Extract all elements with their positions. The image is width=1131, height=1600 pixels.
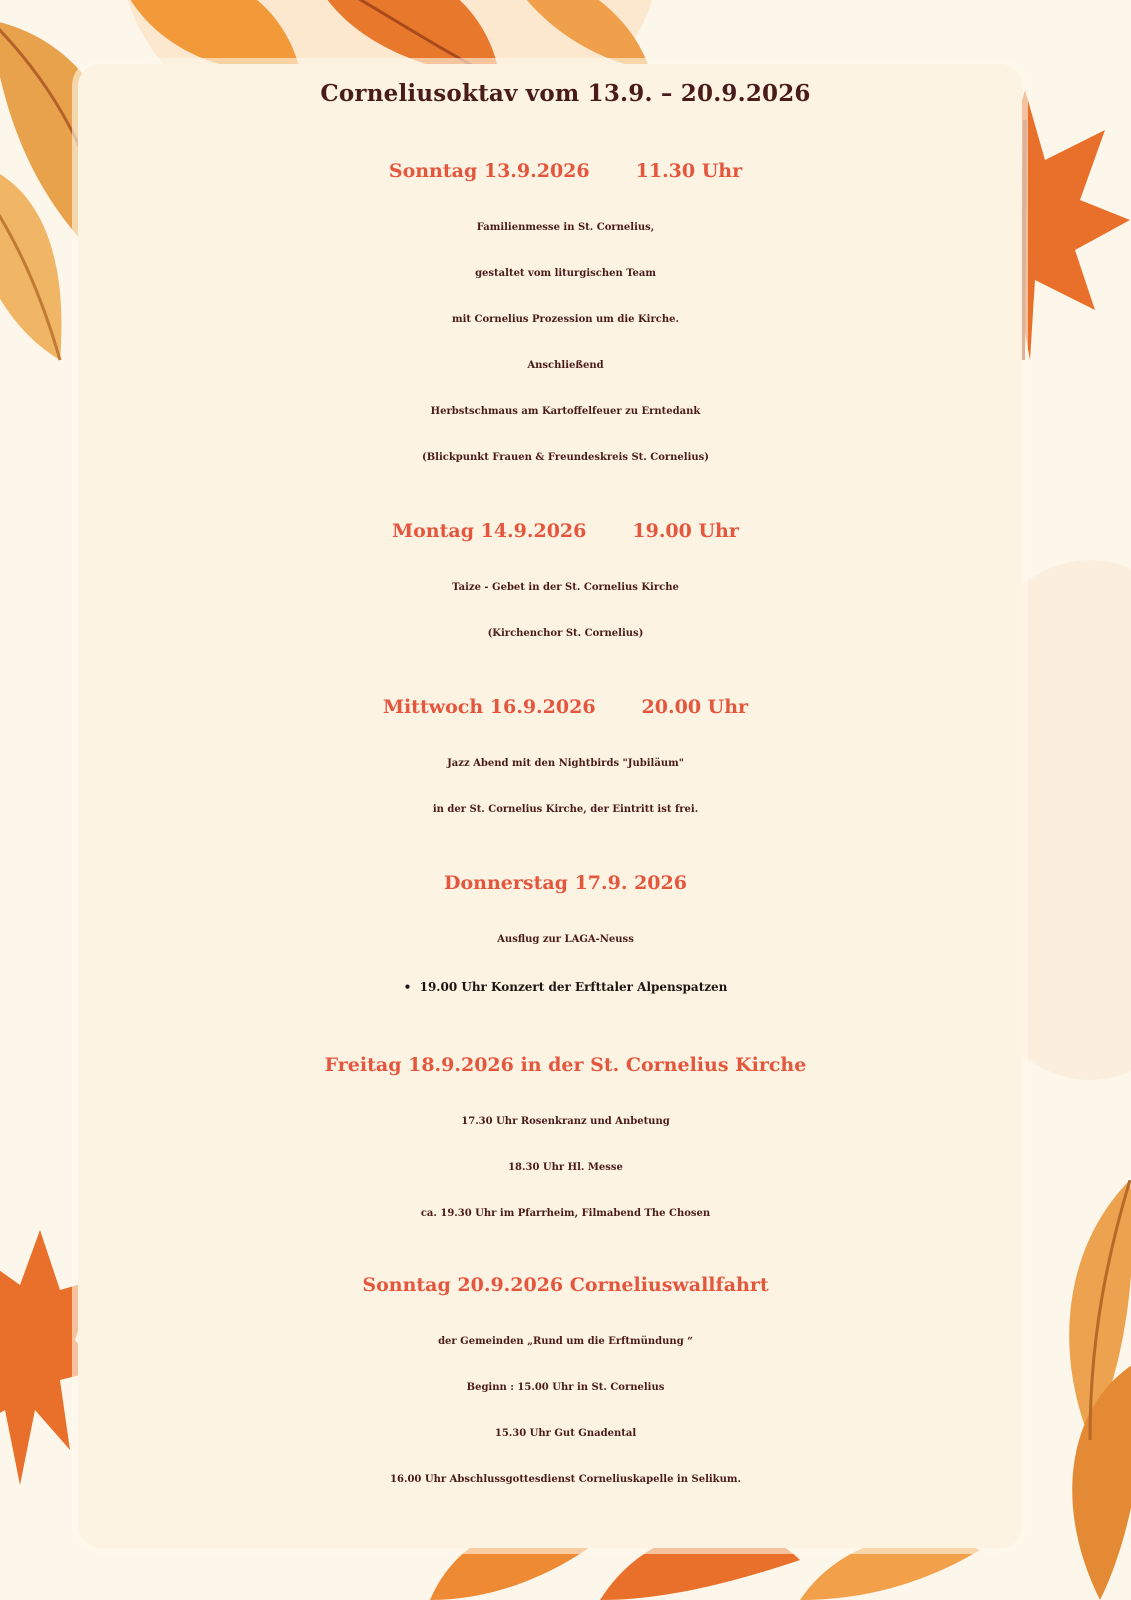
bullet-item xyxy=(0,980,1131,994)
event-line: in der St. Cornelius Kirche, der Eintritt ist frei. xyxy=(432,804,699,815)
event-time: 20.00 Uhr xyxy=(641,696,749,718)
event-line: Beginn : 15.00 Uhr in St. Cornelius xyxy=(466,1382,665,1393)
event-line: (Blickpunkt Frauen & Freundeskreis St. Cornelius) xyxy=(421,452,710,463)
event-heading: Sonntag 20.9.2026 Corneliuswallfahrt xyxy=(362,1274,769,1296)
event-line: 15.30 Uhr Gut Gnadental xyxy=(494,1428,637,1439)
event-line: Taize - Gebet in der St. Cornelius Kirche xyxy=(452,582,679,593)
event-time: 19.00 Uhr xyxy=(632,520,739,542)
event-date: Montag 14.9.2026 xyxy=(392,520,587,542)
event-line: ca. 19.30 Uhr im Pfarrheim, Filmabend The Chosen xyxy=(420,1208,711,1219)
page-title: Corneliusoktav vom 13.9. – 20.9.2026 xyxy=(320,80,811,107)
event-line: gestaltet vom liturgischen Team xyxy=(475,268,656,279)
event-line: Familienmesse in St. Cornelius, xyxy=(476,222,655,233)
event-line: Ausflug zur LAGA-Neuss xyxy=(497,934,634,945)
event-date: Sonntag 13.9.2026 xyxy=(388,160,590,182)
event-line: Anschließend xyxy=(527,360,604,371)
event-heading xyxy=(0,160,1131,182)
bullet-text: 19.00 Uhr Konzert der Erfttaler Alpenspatzen xyxy=(419,980,728,994)
event-line: 17.30 Uhr Rosenkranz und Anbetung xyxy=(461,1116,670,1127)
bullet-dot-icon: • xyxy=(403,980,420,994)
event-time: 11.30 Uhr xyxy=(635,160,743,182)
event-line: Herbstschmaus am Kartoffelfeuer zu Erntedank xyxy=(430,406,701,417)
event-date: Mittwoch 16.9.2026 xyxy=(382,696,596,718)
event-line: 18.30 Uhr Hl. Messe xyxy=(508,1162,623,1173)
event-line: 16.00 Uhr Abschlussgottesdienst Corneliuskapelle in Selikum. xyxy=(390,1474,741,1485)
event-line: der Gemeinden „Rund um die Erftmündung “ xyxy=(438,1336,693,1347)
event-line: (Kirchenchor St. Cornelius) xyxy=(487,628,644,639)
event-heading xyxy=(0,696,1131,718)
event-heading: Donnerstag 17.9. 2026 xyxy=(444,872,687,894)
event-line: Jazz Abend mit den Nightbirds "Jubiläum" xyxy=(447,758,684,769)
event-heading: Freitag 18.9.2026 in der St. Cornelius Kirche xyxy=(324,1054,807,1076)
event-heading xyxy=(0,520,1131,542)
event-line: mit Cornelius Prozession um die Kirche. xyxy=(452,314,679,325)
